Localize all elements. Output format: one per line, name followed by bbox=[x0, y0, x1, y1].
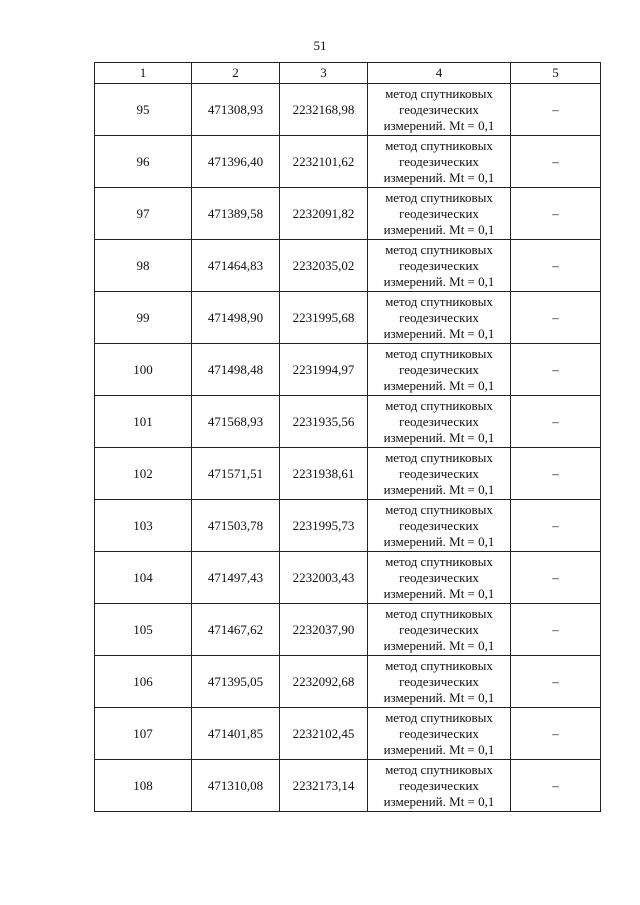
point-number-cell bbox=[95, 604, 192, 656]
y-coordinate-cell bbox=[280, 396, 368, 448]
note-cell bbox=[511, 760, 601, 812]
note-text: – bbox=[552, 309, 559, 325]
y-coordinate: 2232092,68 bbox=[292, 673, 355, 689]
y-coordinate-cell bbox=[280, 604, 368, 656]
method-cell bbox=[368, 292, 511, 344]
coordinates-table bbox=[94, 62, 601, 812]
note-text: – bbox=[552, 465, 559, 481]
note-cell bbox=[511, 292, 601, 344]
method-text: метод спутниковых геодезических измерений. Mt = 0,1 bbox=[383, 553, 495, 601]
y-coordinate-cell bbox=[280, 292, 368, 344]
note-cell bbox=[511, 84, 601, 136]
point-number: 101 bbox=[133, 413, 153, 429]
y-coordinate: 2232091,82 bbox=[292, 205, 355, 221]
y-coordinate: 2232102,45 bbox=[292, 725, 355, 741]
y-coordinate-cell bbox=[280, 760, 368, 812]
point-number: 108 bbox=[133, 777, 153, 793]
x-coordinate-cell bbox=[192, 136, 280, 188]
point-number-cell bbox=[95, 396, 192, 448]
method-text: метод спутниковых геодезических измерений. Mt = 0,1 bbox=[383, 85, 495, 133]
x-coordinate-cell bbox=[192, 84, 280, 136]
method-cell bbox=[368, 136, 511, 188]
x-coordinate-cell bbox=[192, 240, 280, 292]
method-text: метод спутниковых геодезических измерений. Mt = 0,1 bbox=[383, 345, 495, 393]
column-header: 5 bbox=[511, 63, 601, 84]
y-coordinate-cell bbox=[280, 136, 368, 188]
point-number-cell bbox=[95, 240, 192, 292]
note-cell bbox=[511, 344, 601, 396]
point-number: 107 bbox=[133, 725, 153, 741]
x-coordinate-cell bbox=[192, 500, 280, 552]
point-number-cell bbox=[95, 552, 192, 604]
x-coordinate: 471497,43 bbox=[207, 569, 264, 585]
column-header: 3 bbox=[280, 63, 368, 84]
y-coordinate-cell bbox=[280, 188, 368, 240]
x-coordinate-cell bbox=[192, 188, 280, 240]
point-number-cell bbox=[95, 708, 192, 760]
method-text: метод спутниковых геодезических измерений. Mt = 0,1 bbox=[383, 501, 495, 549]
method-text: метод спутниковых геодезических измерений. Mt = 0,1 bbox=[383, 605, 495, 653]
x-coordinate: 471308,93 bbox=[207, 101, 264, 117]
method-text: метод спутниковых геодезических измерений. Mt = 0,1 bbox=[383, 293, 495, 341]
note-text: – bbox=[552, 621, 559, 637]
table-row bbox=[95, 344, 601, 396]
point-number: 106 bbox=[133, 673, 153, 689]
point-number-cell bbox=[95, 188, 192, 240]
x-coordinate-cell bbox=[192, 760, 280, 812]
note-text: – bbox=[552, 517, 559, 533]
method-cell bbox=[368, 552, 511, 604]
table-row bbox=[95, 84, 601, 136]
note-cell bbox=[511, 604, 601, 656]
x-coordinate: 471401,85 bbox=[207, 725, 264, 741]
y-coordinate: 2232168,98 bbox=[292, 101, 355, 117]
table-row bbox=[95, 396, 601, 448]
method-text: метод спутниковых геодезических измерений. Mt = 0,1 bbox=[383, 657, 495, 705]
note-text: – bbox=[552, 101, 559, 117]
point-number-cell bbox=[95, 292, 192, 344]
y-coordinate: 2231935,56 bbox=[292, 413, 355, 429]
x-coordinate: 471467,62 bbox=[207, 621, 264, 637]
x-coordinate-cell bbox=[192, 292, 280, 344]
method-cell bbox=[368, 604, 511, 656]
note-text: – bbox=[552, 153, 559, 169]
method-text: метод спутниковых геодезических измерений. Mt = 0,1 bbox=[383, 189, 495, 237]
note-text: – bbox=[552, 725, 559, 741]
table-row bbox=[95, 292, 601, 344]
method-cell bbox=[368, 708, 511, 760]
y-coordinate-cell bbox=[280, 448, 368, 500]
note-cell bbox=[511, 396, 601, 448]
method-cell bbox=[368, 656, 511, 708]
y-coordinate-cell bbox=[280, 708, 368, 760]
y-coordinate-cell bbox=[280, 656, 368, 708]
y-coordinate: 2232037,90 bbox=[292, 621, 355, 637]
table-row bbox=[95, 240, 601, 292]
x-coordinate-cell bbox=[192, 448, 280, 500]
y-coordinate: 2232173,14 bbox=[292, 777, 355, 793]
x-coordinate-cell bbox=[192, 396, 280, 448]
table-row bbox=[95, 760, 601, 812]
x-coordinate: 471498,90 bbox=[207, 309, 264, 325]
x-coordinate-cell bbox=[192, 604, 280, 656]
note-text: – bbox=[552, 257, 559, 273]
x-coordinate-cell bbox=[192, 344, 280, 396]
note-cell bbox=[511, 136, 601, 188]
method-cell bbox=[368, 84, 511, 136]
method-cell bbox=[368, 396, 511, 448]
y-coordinate: 2231938,61 bbox=[292, 465, 355, 481]
method-text: метод спутниковых геодезических измерений. Mt = 0,1 bbox=[383, 241, 495, 289]
y-coordinate: 2231994,97 bbox=[292, 361, 355, 377]
point-number: 103 bbox=[133, 517, 153, 533]
method-text: метод спутниковых геодезических измерений. Mt = 0,1 bbox=[383, 449, 495, 497]
note-cell bbox=[511, 448, 601, 500]
x-coordinate-cell bbox=[192, 552, 280, 604]
note-text: – bbox=[552, 413, 559, 429]
method-cell bbox=[368, 344, 511, 396]
note-cell bbox=[511, 708, 601, 760]
y-coordinate: 2232101,62 bbox=[292, 153, 355, 169]
point-number-cell bbox=[95, 344, 192, 396]
method-cell bbox=[368, 240, 511, 292]
point-number: 96 bbox=[136, 153, 150, 169]
table-row bbox=[95, 604, 601, 656]
note-cell bbox=[511, 240, 601, 292]
point-number-cell bbox=[95, 448, 192, 500]
x-coordinate: 471395,05 bbox=[207, 673, 264, 689]
y-coordinate: 2231995,73 bbox=[292, 517, 355, 533]
page-number: 51 bbox=[313, 38, 327, 53]
table-row bbox=[95, 136, 601, 188]
point-number: 98 bbox=[136, 257, 150, 273]
point-number: 105 bbox=[133, 621, 153, 637]
note-cell bbox=[511, 656, 601, 708]
point-number: 100 bbox=[133, 361, 153, 377]
table-row bbox=[95, 448, 601, 500]
point-number-cell bbox=[95, 500, 192, 552]
x-coordinate: 471498,48 bbox=[207, 361, 264, 377]
point-number-cell bbox=[95, 84, 192, 136]
method-cell bbox=[368, 448, 511, 500]
method-text: метод спутниковых геодезических измерений. Mt = 0,1 bbox=[383, 709, 495, 757]
x-coordinate: 471396,40 bbox=[207, 153, 264, 169]
method-text: метод спутниковых геодезических измерений. Mt = 0,1 bbox=[383, 137, 495, 185]
note-text: – bbox=[552, 205, 559, 221]
column-header: 4 bbox=[368, 63, 511, 84]
x-coordinate: 471568,93 bbox=[207, 413, 264, 429]
method-text: метод спутниковых геодезических измерений. Mt = 0,1 bbox=[383, 397, 495, 445]
y-coordinate: 2232035,02 bbox=[292, 257, 355, 273]
y-coordinate: 2231995,68 bbox=[292, 309, 355, 325]
note-cell bbox=[511, 500, 601, 552]
table-row bbox=[95, 656, 601, 708]
x-coordinate: 471571,51 bbox=[207, 465, 264, 481]
method-text: метод спутниковых геодезических измерений. Mt = 0,1 bbox=[383, 761, 495, 809]
y-coordinate-cell bbox=[280, 84, 368, 136]
point-number: 95 bbox=[136, 101, 150, 117]
method-cell bbox=[368, 760, 511, 812]
table-header-row bbox=[95, 63, 601, 84]
x-coordinate-cell bbox=[192, 656, 280, 708]
table-row bbox=[95, 708, 601, 760]
method-cell bbox=[368, 188, 511, 240]
point-number-cell bbox=[95, 136, 192, 188]
y-coordinate: 2232003,43 bbox=[292, 569, 355, 585]
x-coordinate: 471310,08 bbox=[207, 777, 264, 793]
note-cell bbox=[511, 552, 601, 604]
y-coordinate-cell bbox=[280, 344, 368, 396]
table-row bbox=[95, 188, 601, 240]
column-header: 1 bbox=[95, 63, 192, 84]
x-coordinate: 471464,83 bbox=[207, 257, 264, 273]
table-body bbox=[95, 84, 601, 812]
column-header: 2 bbox=[192, 63, 280, 84]
point-number: 97 bbox=[136, 205, 150, 221]
note-text: – bbox=[552, 361, 559, 377]
method-cell bbox=[368, 500, 511, 552]
note-cell bbox=[511, 188, 601, 240]
table-row bbox=[95, 552, 601, 604]
note-text: – bbox=[552, 569, 559, 585]
point-number: 99 bbox=[136, 309, 150, 325]
point-number-cell bbox=[95, 760, 192, 812]
point-number: 102 bbox=[133, 465, 153, 481]
point-number: 104 bbox=[133, 569, 153, 585]
point-number-cell bbox=[95, 656, 192, 708]
y-coordinate-cell bbox=[280, 552, 368, 604]
y-coordinate-cell bbox=[280, 500, 368, 552]
table-row bbox=[95, 500, 601, 552]
note-text: – bbox=[552, 673, 559, 689]
x-coordinate: 471503,78 bbox=[207, 517, 264, 533]
x-coordinate: 471389,58 bbox=[207, 205, 264, 221]
x-coordinate-cell bbox=[192, 708, 280, 760]
y-coordinate-cell bbox=[280, 240, 368, 292]
note-text: – bbox=[552, 777, 559, 793]
